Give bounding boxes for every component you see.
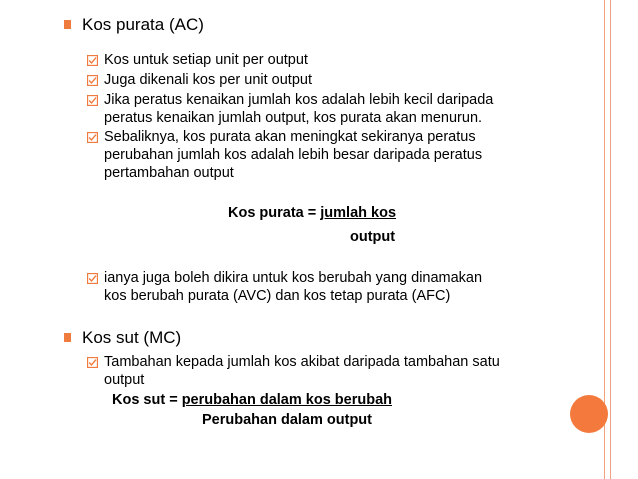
checkbox-bullet-icon [87,95,98,106]
decorative-line [610,0,611,479]
checkbox-bullet-icon [87,357,98,368]
mc-formula-row [112,392,392,409]
ac-item-4-line-2: perubahan jumlah kos adalah lebih besar daripada peratus [104,147,483,163]
checkbox-bullet-icon [87,55,98,66]
ac-item-4-line-3: pertambahan output [104,165,234,181]
mc-item-1-line-2: output [104,372,145,388]
ac-item-1-line-1: Kos untuk setiap unit per output [104,52,308,68]
ac-note-line-2: kos berubah purata (AVC) dan kos tetap purata (AFC) [104,288,451,304]
ac-note-line-1: ianya juga boleh dikira untuk kos berubah yang dinamakan [104,270,483,286]
section-title-ac: Kos purata (AC) [82,15,204,34]
ac-formula-numerator: jumlah kos [320,205,397,221]
ac-formula-row [228,205,396,222]
bullet-square-icon [64,20,71,29]
checkbox-bullet-icon [87,75,98,86]
section-title-mc: Kos sut (MC) [82,328,182,347]
mc-formula-denominator: Perubahan dalam output [202,412,372,428]
mc-formula-numerator: perubahan dalam kos berubah [181,392,393,408]
mc-item-1-line-1: Tambahan kepada jumlah kos akibat daripada tambahan satu [104,354,500,370]
ac-item-3-line-1: Jika peratus kenaikan jumlah kos adalah lebih kecil daripada [104,92,494,108]
mc-formula-label: Kos sut = [112,392,182,408]
ac-item-2-line-1: Juga dikenali kos per unit output [104,72,312,88]
bullet-square-icon [64,333,71,342]
decorative-circle [570,395,608,433]
checkbox-bullet-icon [87,273,98,284]
ac-item-4-line-1: Sebaliknya, kos purata akan meningkat sekiranya peratus [104,129,476,145]
checkbox-bullet-icon [87,132,98,143]
ac-item-3-line-2: peratus kenaikan jumlah output, kos purata akan menurun. [104,110,483,126]
ac-formula-label: Kos purata = [228,205,321,221]
ac-formula-denominator: output [350,229,396,245]
